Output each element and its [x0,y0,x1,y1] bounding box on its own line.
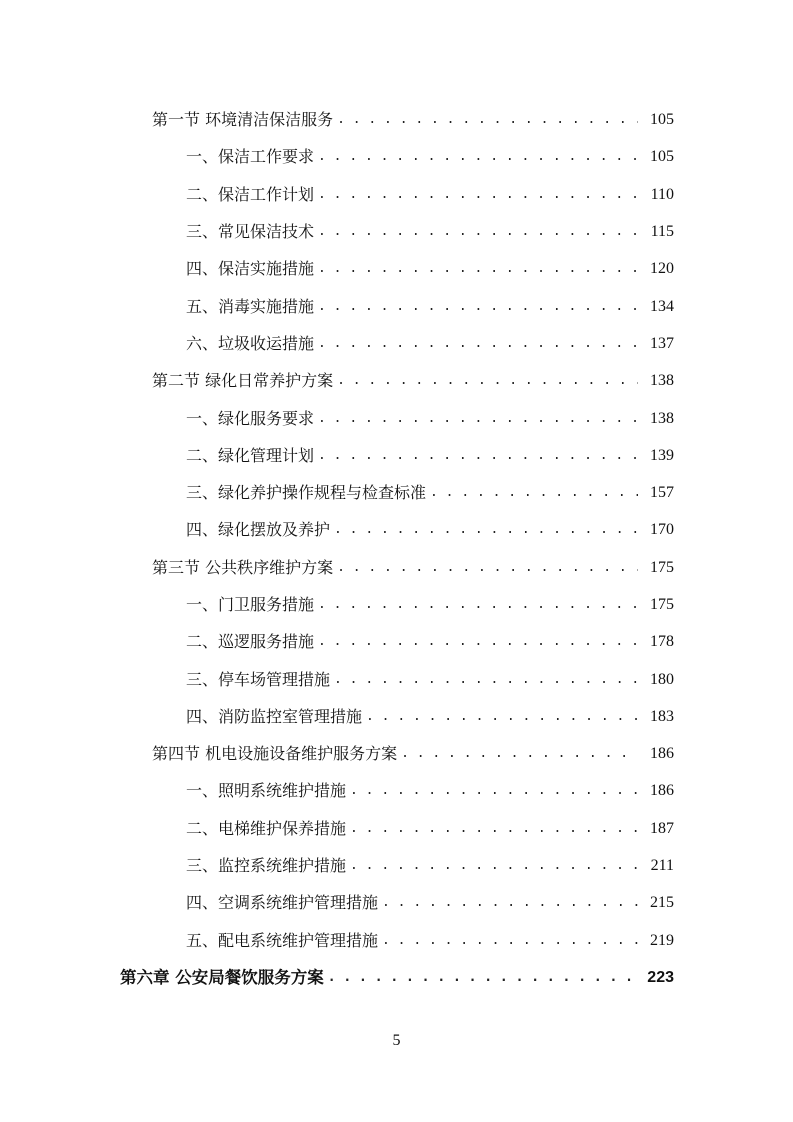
toc-entry-label: 二、绿化管理计划 [186,445,315,465]
table-of-contents [0,101,793,997]
toc-entry-page: 215 [650,894,674,912]
toc-entry-page: 178 [650,633,674,651]
toc-entry-label: 四、空调系统维护管理措施 [186,893,379,913]
toc-entry-label: 第二节 绿化日常养护方案 [152,371,334,391]
dot-leader [318,176,638,213]
toc-entry-label: 四、保洁实施措施 [186,259,315,279]
toc-entry-label: 二、保洁工作计划 [186,184,315,204]
toc-entry-section-3[interactable] [0,549,793,586]
toc-entry-item[interactable] [0,511,793,548]
toc-entry-page: 105 [650,111,674,129]
toc-entry-label: 一、门卫服务措施 [186,595,315,614]
toc-entry-item[interactable] [0,399,793,436]
toc-entry-item[interactable] [0,810,793,847]
page-number: 5 [392,1032,401,1049]
toc-entry-item[interactable] [0,176,793,213]
dot-leader [318,325,638,362]
toc-entry-item[interactable] [0,847,793,884]
dot-leader [337,362,638,399]
toc-entry-label: 三、监控系统维护措施 [186,856,347,876]
toc-entry-label: 一、照明系统维护措施 [186,781,347,801]
toc-entry-section-4[interactable] [0,735,793,772]
toc-entry-page: 139 [650,446,674,464]
toc-entry-page: 138 [650,409,674,427]
toc-entry-page: 186 [650,745,674,763]
toc-entry-page: 137 [650,334,674,352]
dot-leader [318,213,638,250]
toc-entry-item[interactable] [0,250,793,287]
dot-leader [337,101,638,138]
dot-leader [366,698,638,735]
toc-entry-item[interactable] [0,884,793,921]
dot-leader [328,959,638,996]
dot-leader [337,549,638,586]
toc-entry-section-2[interactable] [0,362,793,399]
toc-entry-section-1[interactable] [0,101,793,138]
toc-entry-item[interactable] [0,922,793,959]
toc-entry-item[interactable] [0,138,793,175]
toc-entry-item[interactable] [0,623,793,660]
toc-entry-item[interactable] [0,287,793,324]
toc-entry-label: 第四节 机电设施设备维护服务方案 [152,744,398,764]
toc-entry-page: 170 [650,521,674,539]
toc-entry-label: 第一节 环境清洁保洁服务 [152,110,334,130]
toc-entry-page: 187 [650,819,674,837]
toc-entry-item[interactable] [0,660,793,697]
toc-entry-page: 219 [650,931,674,949]
toc-entry-page: 180 [650,670,674,688]
toc-entry-label: 五、消毒实施措施 [186,296,315,316]
toc-entry-page: 134 [650,297,674,315]
toc-entry-page: 110 [650,185,674,203]
toc-entry-page: 223 [647,969,674,987]
toc-entry-item[interactable] [0,437,793,474]
dot-leader [382,884,638,921]
toc-entry-page: 211 [650,857,674,875]
toc-entry-page: 115 [650,223,674,241]
toc-entry-page: 183 [650,707,674,725]
toc-entry-item[interactable] [0,698,793,735]
toc-entry-label: 六、垃圾收运措施 [186,333,315,353]
toc-entry-label: 一、绿化服务要求 [186,408,315,428]
dot-leader [318,288,638,325]
dot-leader [334,661,638,698]
toc-entry-item[interactable] [0,586,793,623]
toc-entry-label: 五、配电系统维护管理措施 [186,930,379,950]
dot-leader [382,922,638,959]
dot-leader [318,437,638,474]
toc-entry-page: 186 [650,782,674,800]
dot-leader [350,847,638,884]
toc-entry-page: 157 [650,484,674,502]
toc-entry-page: 138 [650,372,674,390]
dot-leader [318,138,638,175]
toc-entry-label: 二、巡逻服务措施 [186,632,315,652]
toc-entry-item[interactable] [0,772,793,809]
toc-entry-label: 第三节 公共秩序维护方案 [152,557,334,577]
toc-entry-chapter-6[interactable] [0,959,793,997]
toc-entry-item[interactable] [0,213,793,250]
toc-entry-item[interactable] [0,474,793,511]
dot-leader [318,623,638,660]
toc-entry-label: 三、停车场管理措施 [186,669,331,689]
toc-entry-page: 175 [650,596,674,613]
toc-entry-page: 175 [650,558,674,576]
toc-entry-label: 第六章 公安局餐饮服务方案 [120,968,324,988]
dot-leader [318,250,638,287]
toc-entry-item[interactable] [0,325,793,362]
toc-entry-page: 120 [650,260,674,278]
toc-entry-label: 四、绿化摆放及养护 [186,520,331,540]
dot-leader [401,735,638,772]
dot-leader [350,772,638,809]
toc-entry-label: 一、保洁工作要求 [186,147,315,167]
dot-leader [318,400,638,437]
dot-leader [334,511,638,548]
toc-entry-label: 三、绿化养护操作规程与检查标准 [186,483,427,503]
toc-entry-label: 三、常见保洁技术 [186,222,315,242]
dot-leader [430,474,638,511]
toc-entry-page: 105 [650,148,674,166]
toc-entry-label: 四、消防监控室管理措施 [186,706,363,726]
dot-leader [350,810,638,847]
dot-leader [318,586,638,623]
toc-entry-label: 二、电梯维护保养措施 [186,818,347,838]
